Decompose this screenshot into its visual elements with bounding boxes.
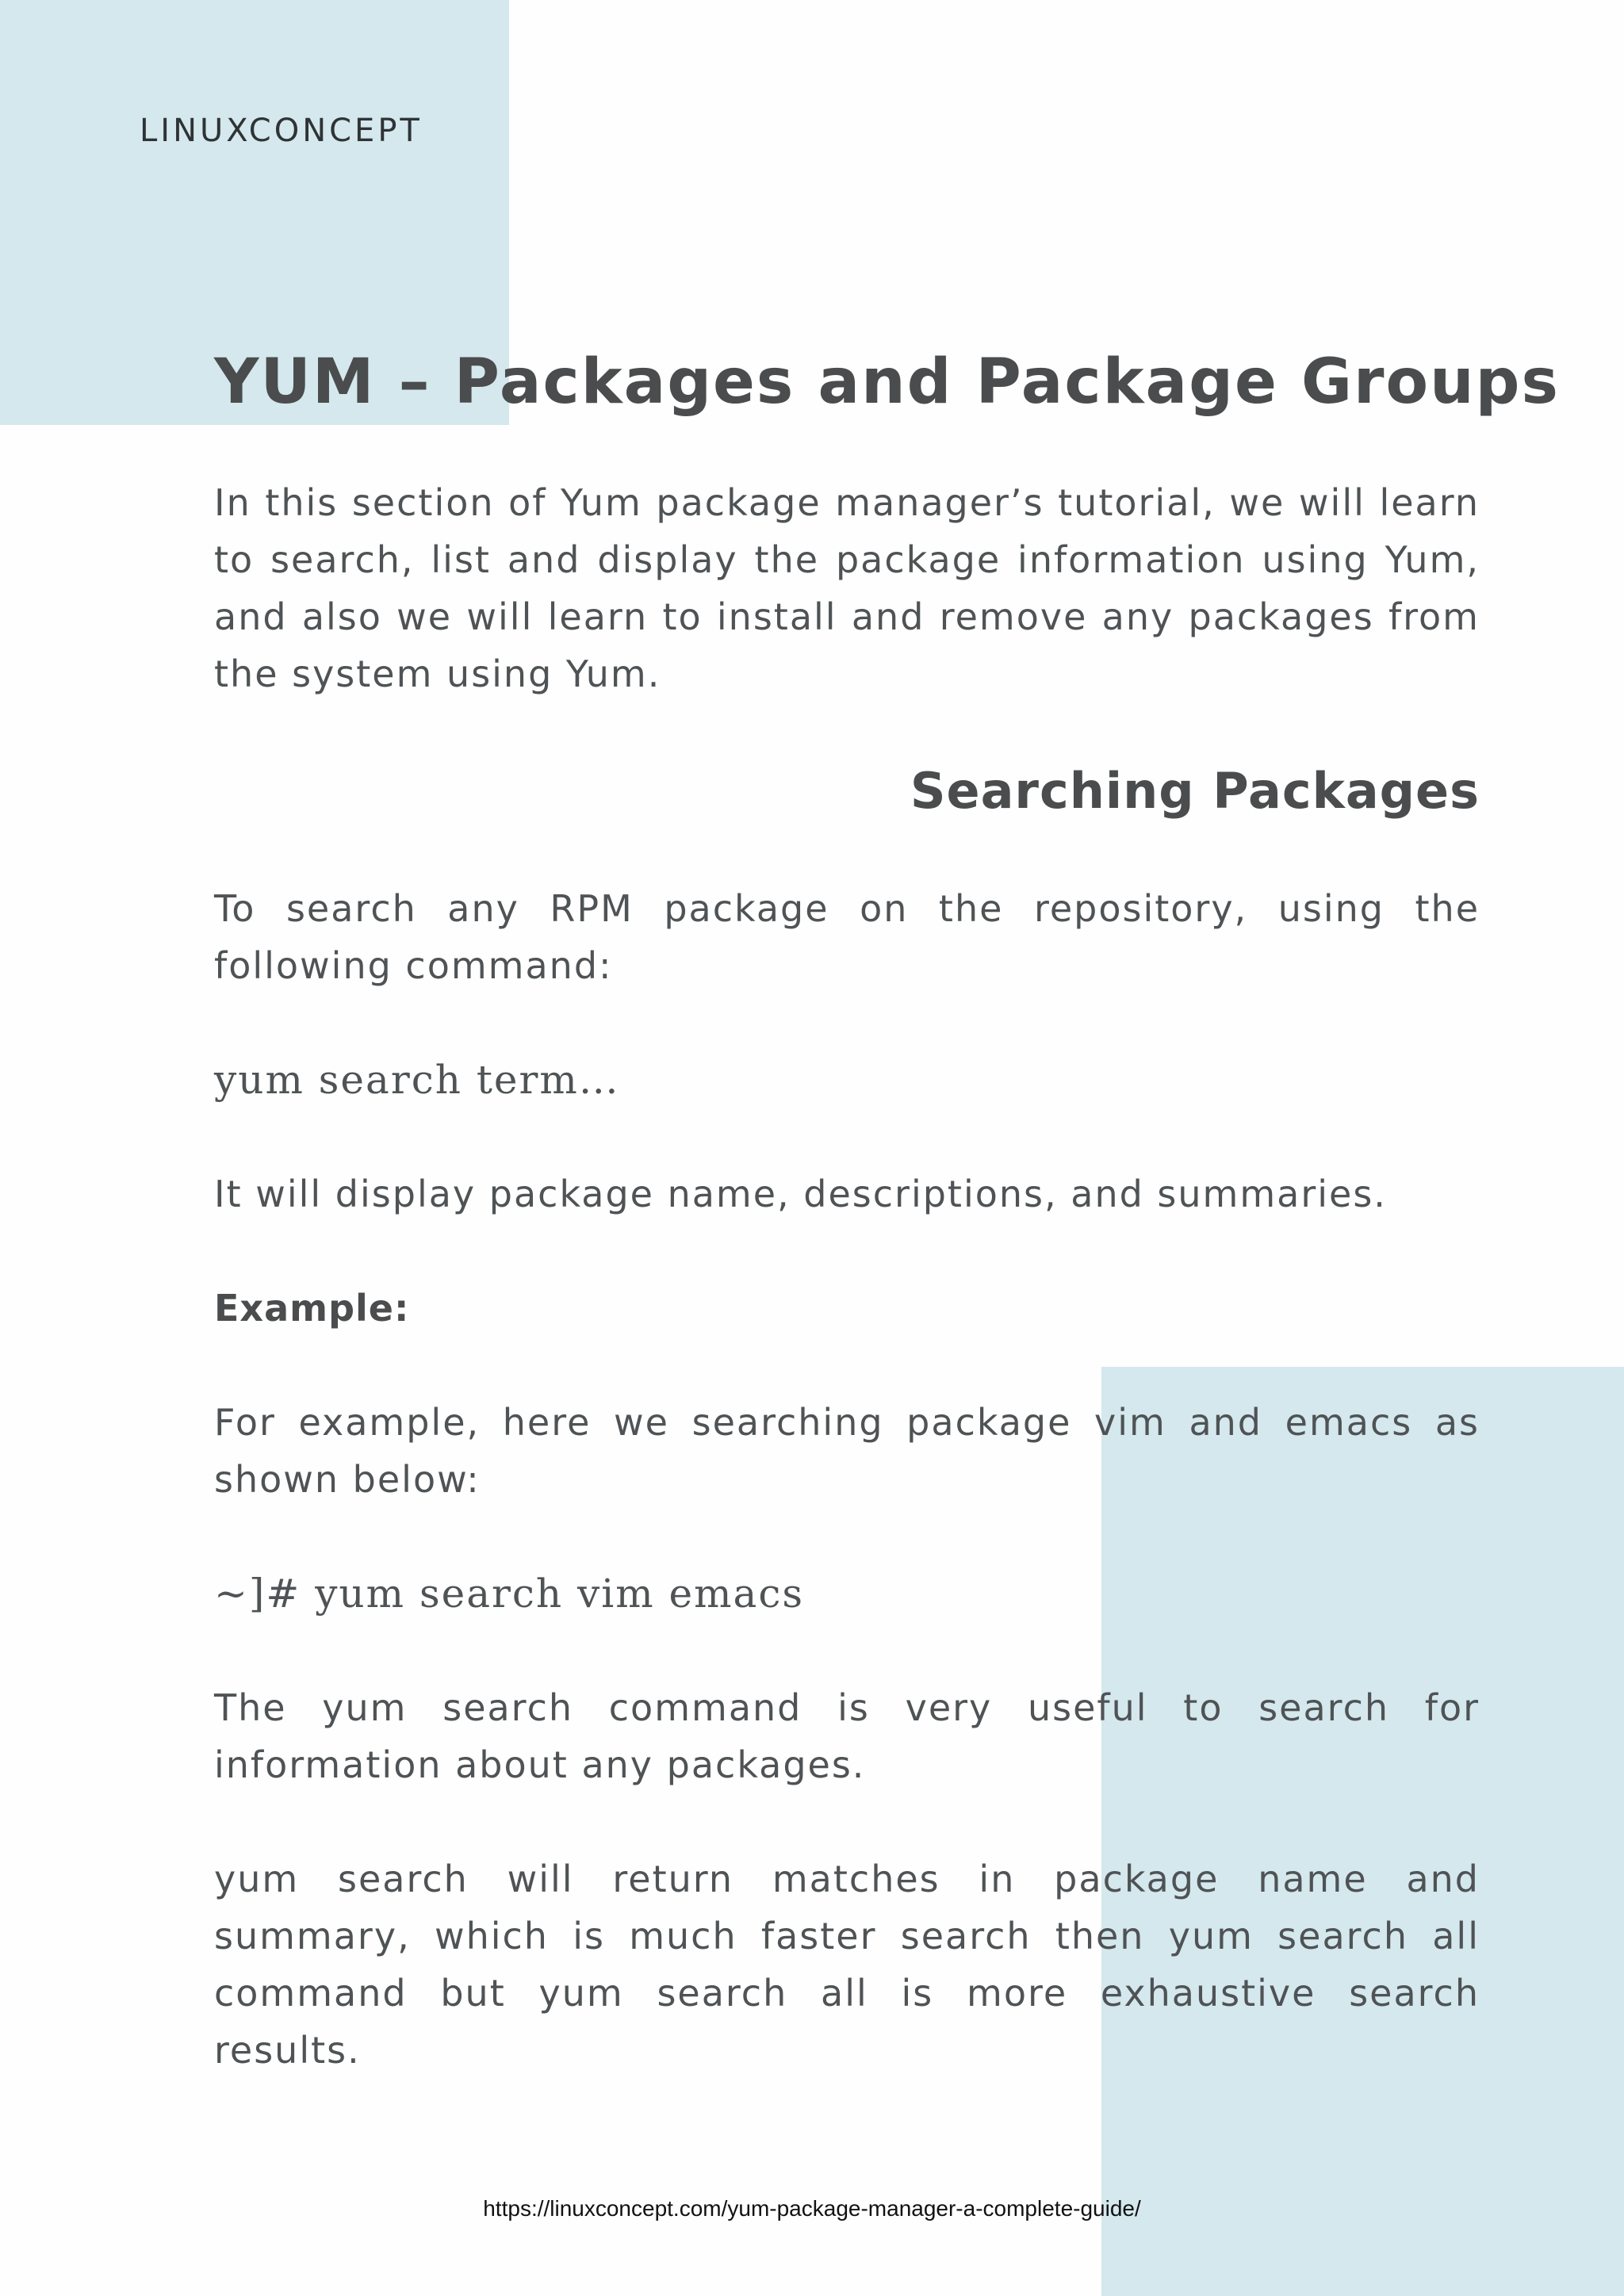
page-title: YUM – Packages and Package Groups xyxy=(214,346,1560,418)
example-paragraph: For example, here we searching package vim and emacs as shown below: xyxy=(214,1401,1480,1501)
intro-paragraph: In this section of Yum package manager’s tutorial, we will learn to search, list and display the package information using Yum, and also we will learn to install and remove any packages from the system using Yum. xyxy=(214,481,1480,695)
document-body xyxy=(214,341,1560,2079)
example-command-code: ~]# yum search vim emacs xyxy=(214,1571,805,1617)
footer-url: https://linuxconcept.com/yum-package-manager-a-complete-guide/ xyxy=(483,2196,1141,2221)
section-heading: Searching Packages xyxy=(910,762,1480,820)
brand-name: LINUXCONCEPT xyxy=(140,113,423,149)
search-intro-paragraph: To search any RPM package on the repository, using the following command: xyxy=(214,887,1480,987)
search-result-paragraph: It will display package name, descriptions, and summaries. xyxy=(214,1173,1387,1215)
usefulness-paragraph: The yum search command is very useful to search for information about any packages. xyxy=(214,1686,1480,1786)
search-syntax-code: yum search term… xyxy=(214,1057,620,1103)
example-label: Example: xyxy=(214,1287,410,1330)
comparison-paragraph: yum search will return matches in package name and summary, which is much faster search then yum search all command but yum search all is more exhaustive search results. xyxy=(214,1858,1480,2072)
